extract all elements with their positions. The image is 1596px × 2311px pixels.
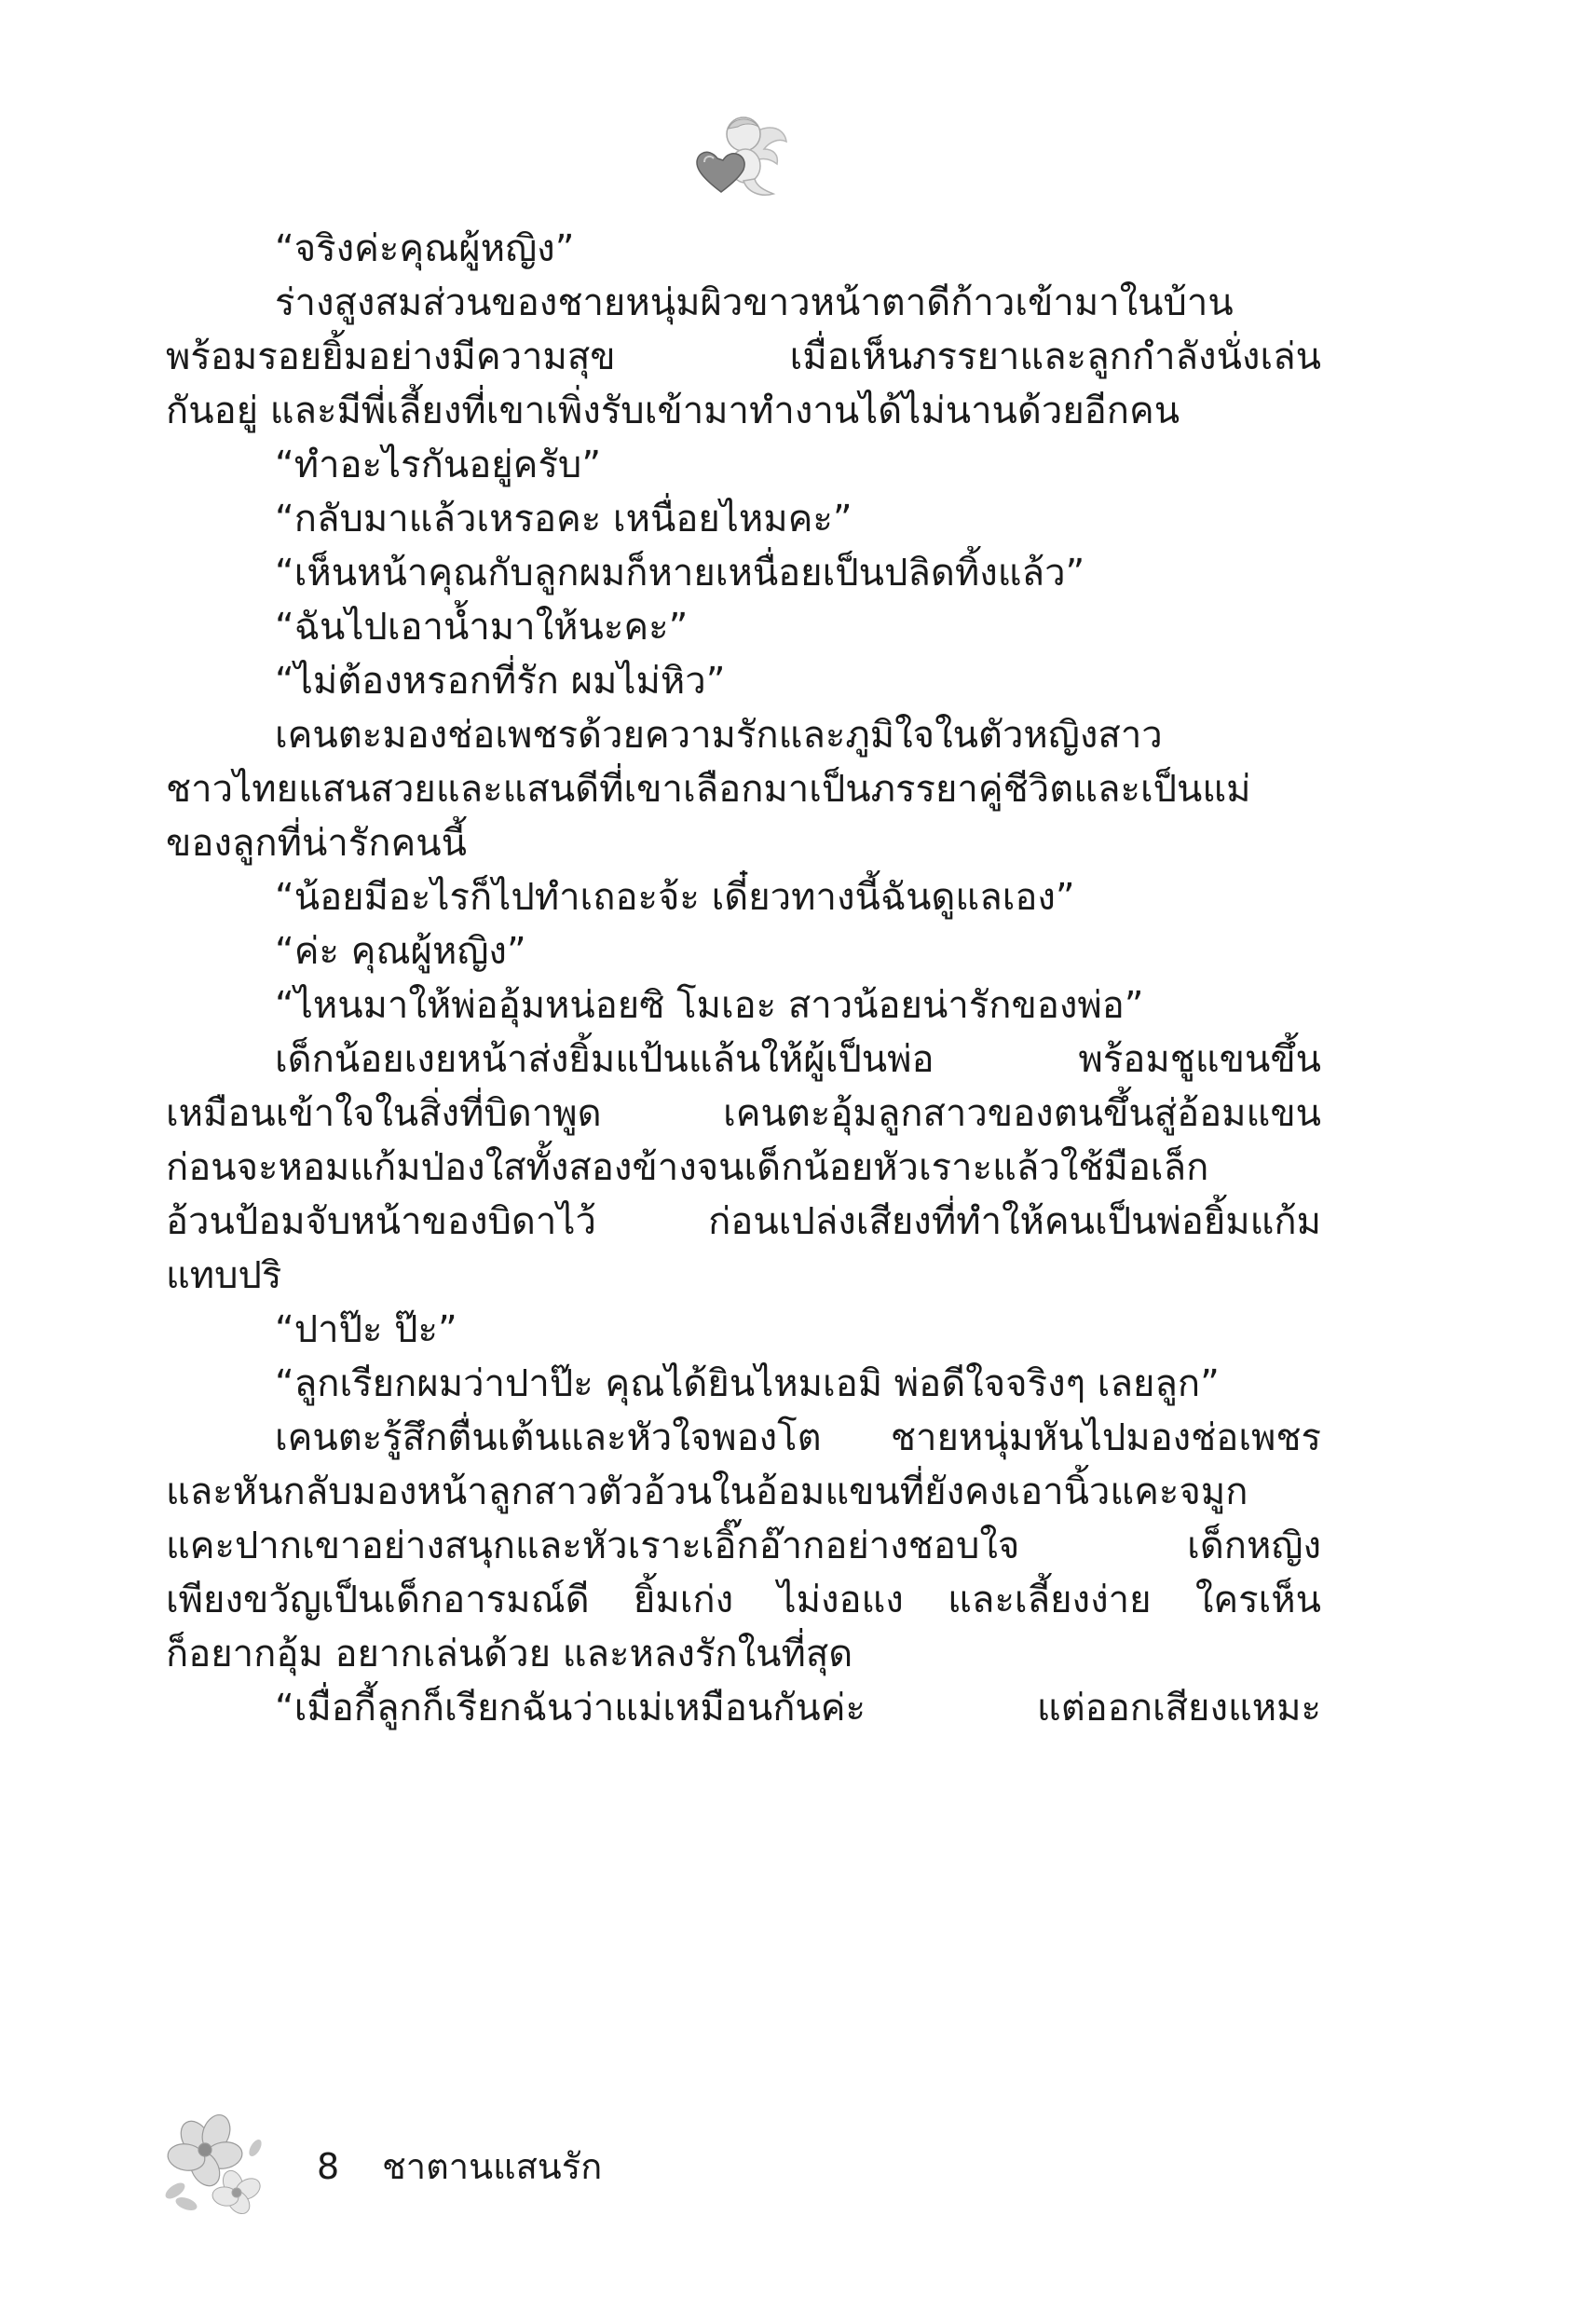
text-line: “กลับมาแล้วเหรอคะ เหนื่อยไหมคะ”	[275, 498, 853, 540]
text-line: แคะปากเขาอย่างสนุกและหัวเราะเอิ๊กอ๊ากอย่างชอบใจ เด็กหญิง	[166, 1525, 1321, 1567]
text-line: ก็อยากอุ้ม อยากเล่นด้วย และหลงรักในที่สุด	[166, 1633, 853, 1675]
text-line: อ้วนป้อมจับหน้าของบิดาไว้ ก่อนเปล่งเสียงที่ทำให้คนเป็นพ่อยิ้มแก้ม	[166, 1200, 1321, 1243]
text-line: ชาวไทยแสนสวยและแสนดีที่เขาเลือกมาเป็นภรรยาคู่ชีวิตและเป็นแม่	[166, 768, 1251, 811]
text-line: “ปาป๊ะ ป๊ะ”	[275, 1308, 457, 1351]
text-line: “ลูกเรียกผมว่าปาป๊ะ คุณได้ยินไหมเอมิ พ่อดีใจจริงๆ เลยลูก”	[275, 1362, 1220, 1405]
text-line: ของลูกที่น่ารักคนนี้	[166, 822, 467, 865]
text-line: แทบปริ	[166, 1254, 282, 1297]
page-footer	[158, 2111, 811, 2222]
text-line: พร้อมรอยยิ้มอย่างมีความสุข เมื่อเห็นภรรยาและลูกกำลังนั่งเล่น	[166, 335, 1321, 378]
book-title: ชาตานแสนรัก	[382, 2146, 603, 2187]
text-line: “ค่ะ คุณผู้หญิง”	[275, 930, 526, 973]
text-line: เด็กน้อยเงยหน้าส่งยิ้มแป้นแล้นให้ผู้เป็นพ่อ พร้อมชูแขนขึ้น	[275, 1038, 1321, 1081]
text-line: เคนตะรู้สึกตื่นเต้นและหัวใจพองโต ชายหนุ่มหันไปมองช่อเพชร	[275, 1416, 1321, 1459]
text-line: “ฉันไปเอาน้ำมาให้นะคะ”	[275, 606, 689, 649]
text-line: เพียงขวัญเป็นเด็กอารมณ์ดี ยิ้มเก่ง ไม่งอแง และเลี้ยงง่าย ใครเห็น	[166, 1579, 1321, 1621]
text-line: “น้อยมีอะไรก็ไปทำเถอะจ้ะ เดี๋ยวทางนี้ฉันดูแลเอง”	[275, 876, 1075, 919]
text-line: และหันกลับมองหน้าลูกสาวตัวอ้วนในอ้อมแขนที่ยังคงเอานิ้วแคะจมูก	[166, 1470, 1248, 1513]
text-line: “ไหนมาให้พ่ออุ้มหน่อยซิ โมเอะ สาวน้อยน่ารักของพ่อ”	[275, 984, 1144, 1027]
text-line: “ไม่ต้องหรอกที่รัก ผมไม่หิว”	[275, 660, 726, 703]
story-text	[166, 222, 1321, 1735]
text-line: กันอยู่ และมีพี่เลี้ยงที่เขาเพิ่งรับเข้ามาทำงานได้ไม่นานด้วยอีกคน	[166, 390, 1180, 432]
text-line: ร่างสูงสมส่วนของชายหนุ่มผิวขาวหน้าตาดีก้าวเข้ามาในบ้าน	[275, 281, 1234, 324]
text-line: เหมือนเข้าใจในสิ่งที่บิดาพูด เคนตะอุ้มลูกสาวของตนขึ้นสู่อ้อมแขน	[166, 1092, 1321, 1135]
text-line: “เมื่อกี้ลูกก็เรียกฉันว่าแม่เหมือนกันค่ะ แต่ออกเสียงแหมะ	[275, 1687, 1321, 1730]
text-line: “ทำอะไรกันอยู่ครับ”	[275, 444, 602, 486]
page-number: 8	[317, 2146, 340, 2187]
text-line: “เห็นหน้าคุณกับลูกผมก็หายเหนื่อยเป็นปลิดทิ้งแล้ว”	[275, 552, 1085, 595]
text-line: “จริงค่ะคุณผู้หญิง”	[275, 227, 575, 270]
flower-icon	[158, 2111, 268, 2221]
text-line: เคนตะมองช่อเพชรด้วยความรักและภูมิใจในตัวหญิงสาว	[275, 714, 1163, 757]
cupid-heart-icon	[689, 110, 792, 203]
text-line: ก่อนจะหอมแก้มป่องใสทั้งสองข้างจนเด็กน้อยหัวเราะแล้วใช้มือเล็ก	[166, 1146, 1209, 1189]
